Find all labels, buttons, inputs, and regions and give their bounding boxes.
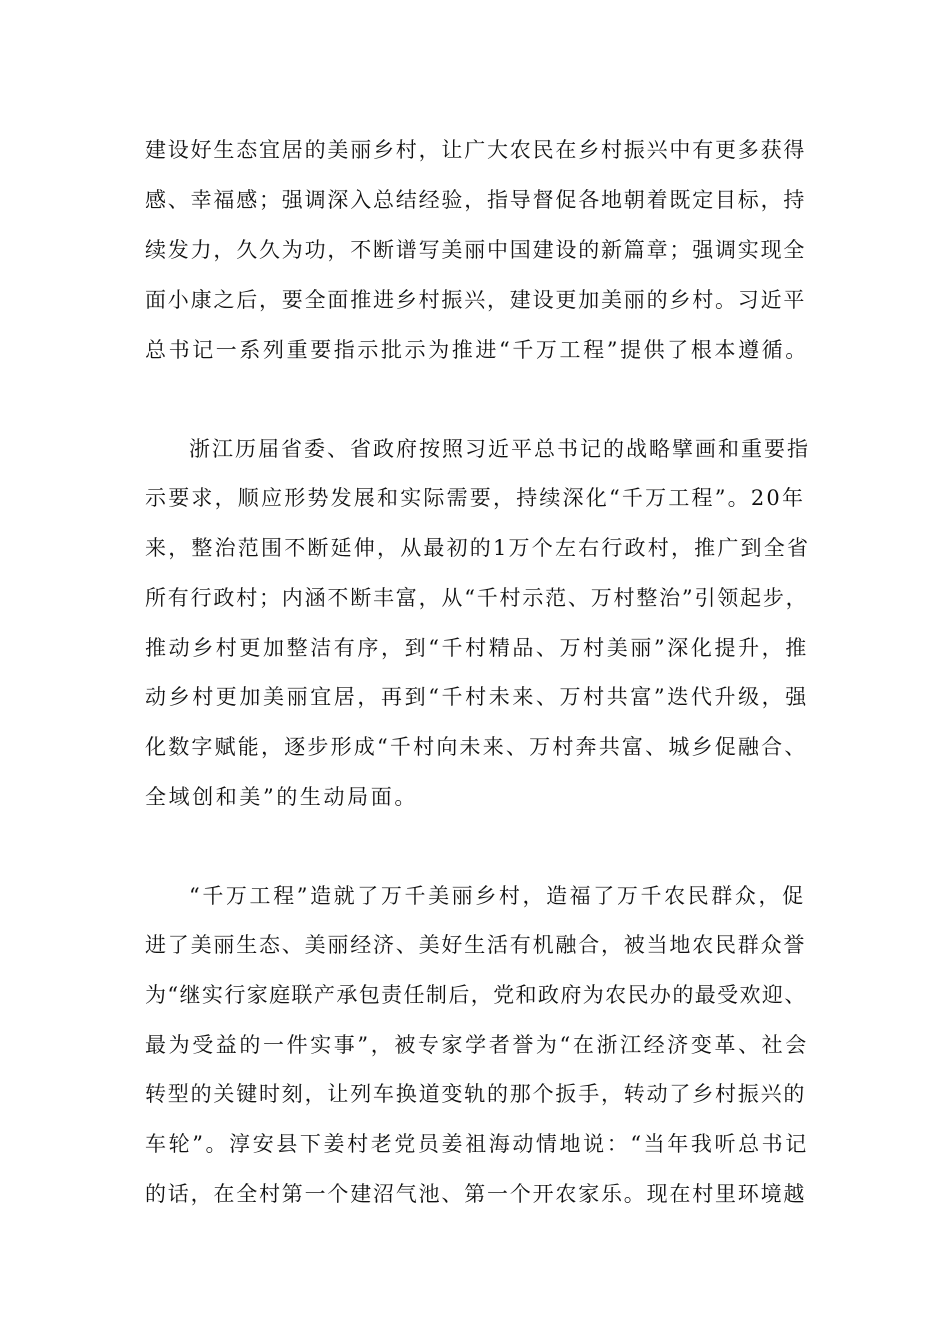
text-line: 浙江历届省委、省政府按照习近平总书记的战略擘画和重要指 (189, 437, 810, 461)
text-line: 续发力，久久为功，不断谱写美丽中国建设的新篇章；强调实现全 (145, 238, 807, 262)
text-line: 感、幸福感；强调深入总结经验，指导督促各地朝着既定目标，持 (145, 188, 807, 212)
text-line: 最为受益的一件实事”，被专家学者誉为“在浙江经济变革、社会 (145, 1033, 809, 1057)
text-line: 车轮”。淳安县下姜村老党员姜祖海动情地说：“当年我听总书记 (145, 1132, 809, 1156)
text-line: 转型的关键时刻，让列车换道变轨的那个扳手，转动了乡村振兴的 (145, 1082, 807, 1106)
text-line: 所有行政村；内涵不断丰富，从“千村示范、万村整治”引领起步， (145, 586, 809, 610)
text-line: 示要求，顺应形势发展和实际需要，持续深化“千万工程”。20年 (145, 486, 806, 510)
text-line: 总书记一系列重要指示批示为推进“千万工程”提供了根本遵循。 (145, 338, 809, 362)
text-line: “千万工程”造就了万千美丽乡村，造福了万千农民群众，促 (189, 884, 806, 908)
text-line: 动乡村更加美丽宜居，再到“千村未来、万村共富”迭代升级，强 (145, 685, 809, 709)
text-line: 全域创和美”的生动局面。 (145, 785, 418, 809)
text-line: 进了美丽生态、美丽经济、美好生活有机融合，被当地农民群众誉 (145, 933, 807, 957)
text-line: 化数字赋能，逐步形成“千村向未来、万村奔共富、城乡促融合、 (145, 735, 808, 759)
text-line: 来，整治范围不断延伸，从最初的1万个左右行政村，推广到全省 (145, 536, 811, 560)
text-line: 的话，在全村第一个建沼气池、第一个开农家乐。现在村里环境越 (145, 1182, 807, 1206)
text-line: 面小康之后，要全面推进乡村振兴，建设更加美丽的乡村。习近平 (145, 288, 807, 312)
text-line: 建设好生态宜居的美丽乡村，让广大农民在乡村振兴中有更多获得 (145, 138, 807, 162)
text-line: 推动乡村更加整洁有序，到“千村精品、万村美丽”深化提升，推 (145, 636, 809, 660)
text-line: 为“继实行家庭联产承包责任制后，党和政府为农民办的最受欢迎、 (145, 983, 807, 1007)
